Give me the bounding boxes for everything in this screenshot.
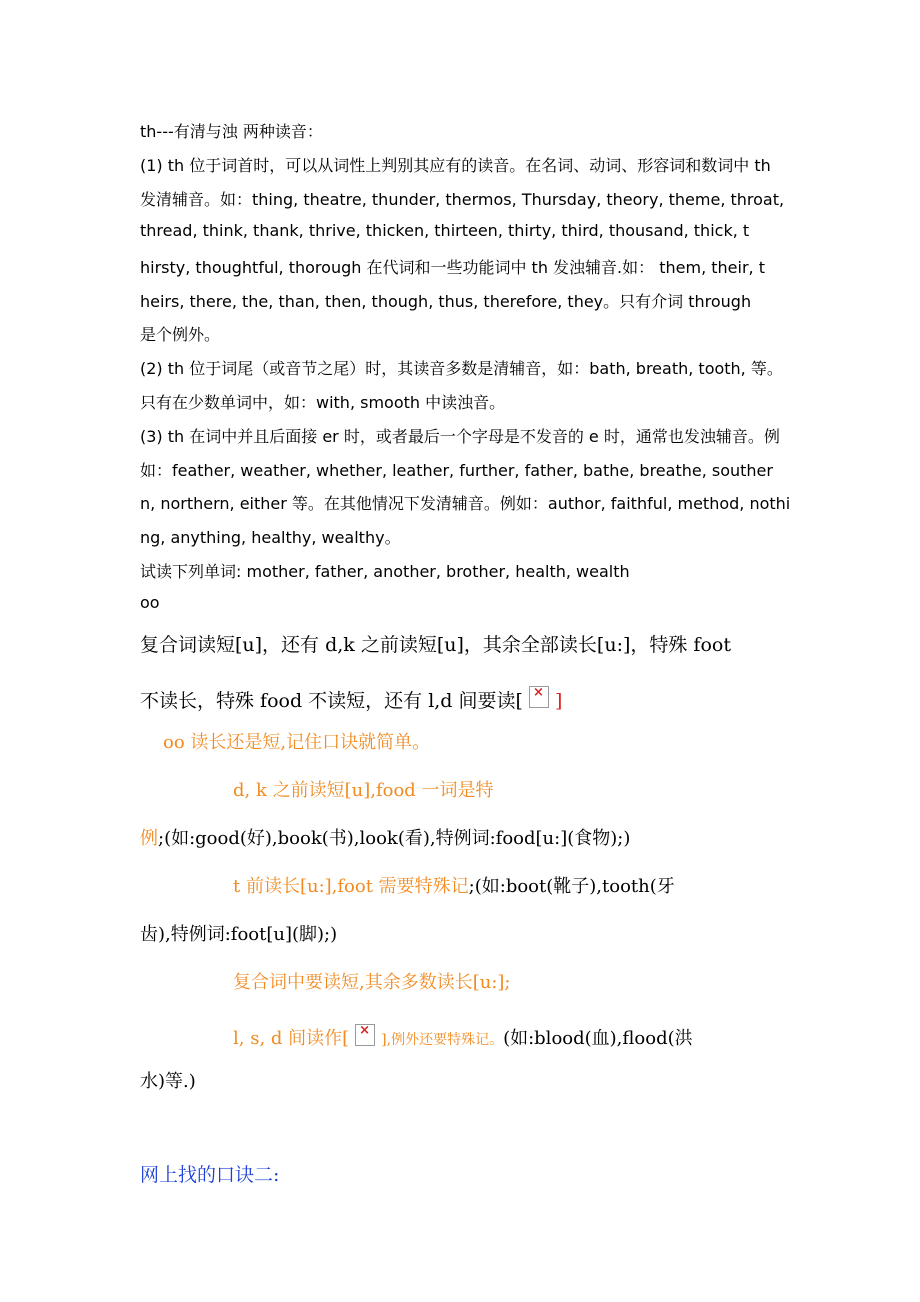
rhyme-example: 齿),特例词:foot[u](脚);)	[140, 924, 338, 945]
rhyme-line: d, k 之前读短[u],food 一词是特	[233, 780, 494, 801]
rhyme-text: 例	[140, 828, 158, 849]
oo-rule-text: 不读长，特殊 food 不读短，还有 l,d 间要读[	[140, 690, 523, 712]
rhyme-example: ;(如:good(好),book(书),look(看),特例词:food[u:](食物);)	[158, 828, 631, 849]
rhyme-line: 复合词中要读短,其余多数读长[u:];	[233, 972, 511, 993]
rule1-line: thread, think, thank, thrive, thicken, thirteen, thirty, third, thousand, thick, t	[140, 221, 750, 240]
rhyme-text: ],例外还要特殊记。	[381, 1032, 504, 1048]
oo-heading: oo	[140, 593, 160, 612]
th-heading: th---有清与浊 两种读音：	[140, 122, 323, 141]
oo-rule-line	[140, 686, 562, 713]
rule3-line: (3) th 在词中并且后面接 er 时，或者最后一个字母是不发音的 e 时，通常也发浊辅音。例	[140, 427, 780, 446]
rule1-line: hirsty, thoughtful, thorough 在代词和一些功能词中 th 发浊辅音.如： them, their, t	[140, 258, 765, 277]
rhyme-text: l, s, d 间读作[	[233, 1028, 350, 1049]
bracket-close: ]	[554, 690, 563, 712]
broken-image-icon	[529, 686, 549, 708]
section-heading: 网上找的口诀二:	[140, 1164, 280, 1186]
rhyme-example: (如:blood(血),flood(洪	[503, 1028, 693, 1049]
rhyme-title: oo 读长还是短,记住口诀就简单。	[163, 732, 431, 753]
rhyme-example: 水)等.)	[140, 1071, 196, 1092]
rule3-line: ng, anything, healthy, wealthy。	[140, 528, 401, 547]
oo-rule-line: 复合词读短[u]，还有 d,k 之前读短[u]，其余全部读长[u:]，特殊 foot	[140, 634, 731, 656]
practice-words: 试读下列单词: mother, father, another, brother, health, wealth	[140, 562, 630, 581]
rule3-line: n, northern, either 等。在其他情况下发清辅音。例如：author, faithful, method, nothi	[140, 494, 791, 513]
rule3-line: 如：feather, weather, whether, leather, further, father, bathe, breathe, souther	[140, 461, 773, 480]
rule1-line: heirs, there, the, than, then, though, thus, therefore, they。只有介词 through	[140, 292, 752, 311]
rhyme-example: ;(如:boot(靴子),tooth(牙	[468, 876, 675, 897]
rhyme-text: t 前读长[u:],foot 需要特殊记	[233, 876, 469, 897]
rule2-line: 只有在少数单词中，如：with, smooth 中读浊音。	[140, 393, 506, 412]
broken-image-icon	[355, 1024, 375, 1046]
rule1-line: (1) th 位于词首时，可以从词性上判别其应有的读音。在名词、动词、形容词和数词中 th	[140, 156, 771, 175]
rhyme-line	[233, 872, 675, 898]
rhyme-line	[233, 1024, 693, 1050]
rule1-line: 是个例外。	[140, 325, 221, 344]
rhyme-line	[140, 824, 630, 850]
rule2-line: (2) th 位于词尾（或音节之尾）时，其读音多数是清辅音，如：bath, breath, tooth, 等。	[140, 359, 783, 378]
rule1-line: 发清辅音。如：thing, theatre, thunder, thermos, Thursday, theory, theme, throat,	[140, 190, 785, 209]
